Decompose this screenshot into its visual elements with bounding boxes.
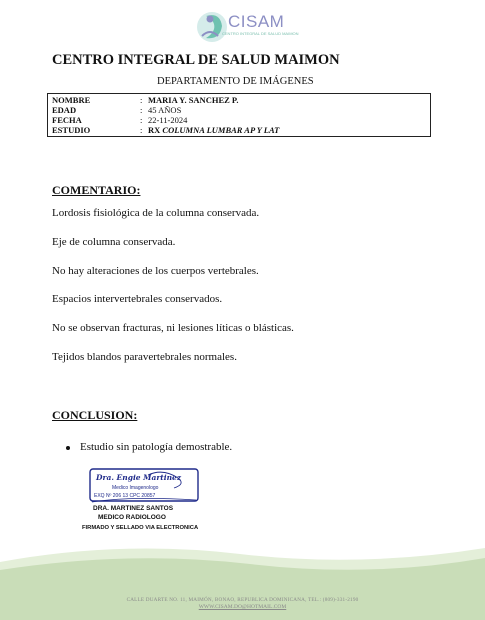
comment-line: Lordosis fisiológica de la columna conservada.	[52, 207, 260, 219]
study-detail: COLUMNA LUMBAR AP Y LAT	[162, 125, 280, 135]
comment-line: Eje de columna conservada.	[52, 236, 176, 248]
logo-tagline: CENTRO INTEGRAL DE SALUD MAIMON	[222, 31, 299, 36]
info-value: 22-11-2024	[148, 115, 188, 125]
department-title: DEPARTAMENTO DE IMÁGENES	[157, 76, 314, 87]
bullet-icon	[66, 446, 70, 450]
stamp-role: Medico Imagenologo	[112, 485, 159, 491]
footer-email-link[interactable]: WWW.CISAM.DO@HOTMAIL.COM	[198, 604, 287, 610]
signature-note: FIRMADO Y SELLADO VIA ELECTRONICA	[82, 525, 199, 531]
info-label: NOMBRE	[52, 95, 91, 105]
comment-line: Espacios intervertebrales conservados.	[52, 293, 223, 305]
info-label: ESTUDIO	[52, 125, 91, 135]
info-colon: :	[140, 125, 143, 135]
info-label: FECHA	[52, 115, 82, 125]
signer-title: MEDICO RADIOLOGO	[98, 514, 166, 521]
comment-heading: COMENTARIO:	[52, 183, 141, 197]
signer-name: DRA. MARTINEZ SANTOS	[93, 505, 174, 512]
logo-name: CISAM	[228, 12, 285, 31]
comment-line: No hay alteraciones de los cuerpos vertebrales.	[52, 265, 259, 277]
info-value: 45 AÑOS	[148, 105, 182, 115]
patient-info-box	[47, 93, 431, 137]
info-value: MARIA Y. SANCHEZ P.	[148, 95, 239, 105]
doctor-stamp-icon	[88, 466, 200, 504]
study-type: RX	[148, 125, 161, 135]
info-colon: :	[140, 105, 143, 115]
comment-line: Tejidos blandos paravertebrales normales.	[52, 351, 237, 363]
stamp-signature: Dra. Engie Martinez	[96, 473, 182, 482]
info-label: EDAD	[52, 105, 77, 115]
comment-line: No se observan fracturas, ni lesiones líticas o blásticas.	[52, 322, 294, 334]
info-value	[148, 125, 279, 135]
conclusion-item: Estudio sin patología demostrable.	[80, 441, 233, 453]
stamp-exequatur: EXQ Nº 206 13 CPC 20857	[94, 493, 156, 499]
footer-address: CALLE DUARTE NO. 11, MAIMÓN, BONAO, REPUBLICA DOMINICANA, TEL.: (809)-331-2190	[126, 597, 359, 603]
organization-title: CENTRO INTEGRAL DE SALUD MAIMON	[52, 52, 340, 68]
info-colon: :	[140, 95, 143, 105]
conclusion-heading: CONCLUSION:	[52, 408, 138, 422]
info-colon: :	[140, 115, 143, 125]
